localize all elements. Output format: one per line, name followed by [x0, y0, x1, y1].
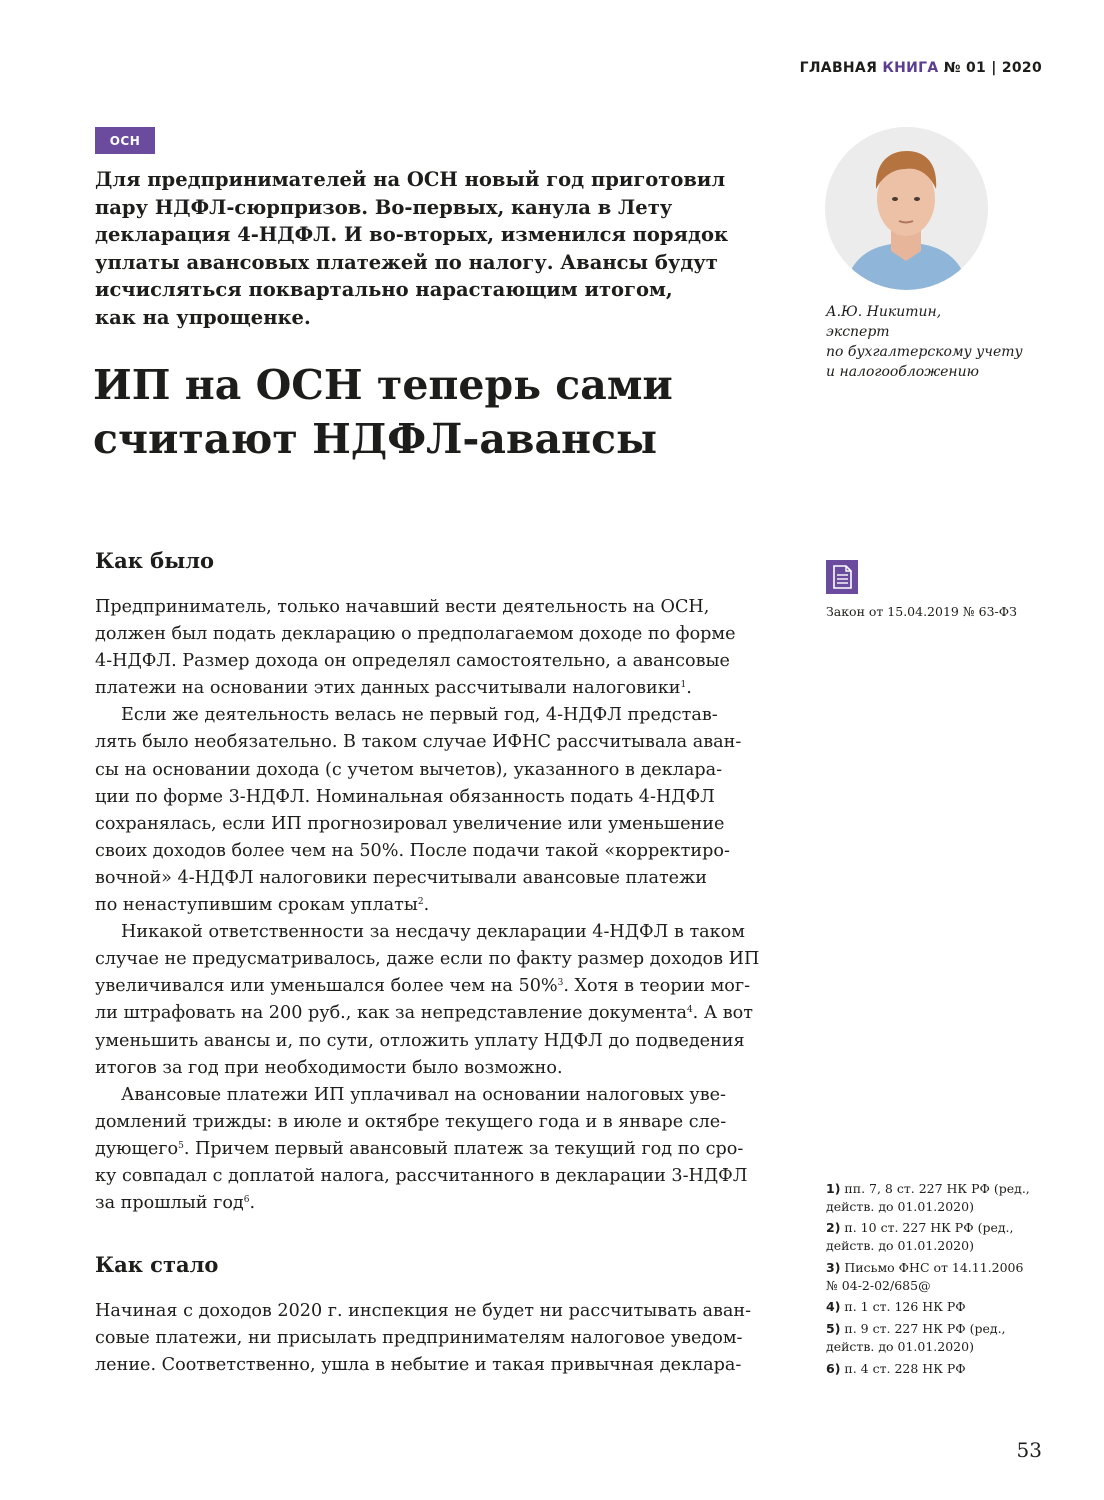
- author-role: и налогообложению: [826, 364, 979, 380]
- period: .: [423, 895, 430, 916]
- author-portrait-icon: [825, 127, 988, 290]
- author-photo: [825, 127, 988, 290]
- footnote-text: п. 4 ст. 228 НК РФ: [844, 1361, 966, 1376]
- brand-main: ГЛАВНАЯ: [799, 60, 878, 76]
- body-line: 4-НДФЛ. Размер дохода он определял самостоятельно, а авансовые: [95, 651, 730, 672]
- body-line: должен был подать декларацию о предполагаемом доходе по форме: [95, 624, 736, 645]
- period: .: [249, 1193, 256, 1214]
- body-line: сы на основании дохода (с учетом вычетов), указанного в деклара-: [95, 759, 723, 780]
- body-line: Предприниматель, только начавший вести деятельность на ОСН,: [95, 597, 710, 617]
- lead-line: пару НДФЛ-сюрпризов. Во-первых, канула в Лету: [95, 195, 673, 219]
- body-line: [95, 675, 785, 702]
- issue-number: № 01 | 2020: [943, 60, 1042, 76]
- lead-line: Для предпринимателей на ОСН новый год приготовил: [95, 168, 726, 191]
- body-line: [95, 1000, 785, 1027]
- body-line: [95, 973, 785, 1000]
- lead-line: декларация 4-НДФЛ. И во-вторых, изменился порядок: [95, 223, 729, 246]
- body-text: дующего: [95, 1138, 179, 1159]
- body-text: по ненаступившим срокам уплаты: [95, 895, 418, 916]
- body-line: итогов за год при необходимости было возможно.: [95, 1057, 563, 1078]
- section-body-after: [95, 1298, 785, 1379]
- body-line: уменьшить авансы и, по сути, отложить уплату НДФЛ до подведения: [95, 1030, 745, 1051]
- body-text: . Причем первый авансовый платеж за текущий год по сро-: [183, 1138, 744, 1159]
- body-line: своих доходов более чем на 50%. После подачи такой «корректиро-: [95, 840, 730, 861]
- footnote-ref[interactable]: 2: [417, 897, 424, 908]
- section-heading-before: Как было: [95, 548, 215, 573]
- body-text: увеличивался или уменьшался более чем на 50%: [95, 976, 558, 997]
- document-icon: [826, 560, 858, 594]
- author-caption: [826, 302, 1023, 382]
- page-number: 53: [1016, 1438, 1042, 1462]
- footnote-number: 1): [826, 1181, 841, 1196]
- footnote-number: 4): [826, 1299, 841, 1314]
- author-role: по бухгалтерскому учету: [826, 344, 1023, 360]
- footnote-text: пп. 7, 8 ст. 227 НК РФ (ред.,: [844, 1181, 1030, 1196]
- lead-paragraph: [95, 166, 775, 331]
- body-text: . А вот: [692, 1003, 754, 1024]
- footnote-text: п. 10 ст. 227 НК РФ (ред.,: [844, 1220, 1014, 1235]
- footnote-text: действ. до 01.01.2020): [826, 1238, 974, 1253]
- footnote-text: действ. до 01.01.2020): [826, 1199, 974, 1214]
- lead-line: исчисляться поквартально нарастающим итогом,: [95, 278, 673, 301]
- period: .: [686, 678, 692, 699]
- footnote-ref[interactable]: 3: [557, 978, 564, 989]
- section-heading-after: Как стало: [95, 1252, 219, 1277]
- masthead: [800, 60, 1042, 76]
- footnote-text: п. 9 ст. 227 НК РФ (ред.,: [844, 1321, 1006, 1336]
- footnote-number: 3): [826, 1260, 841, 1275]
- footnote-ref[interactable]: 1: [680, 680, 687, 691]
- footnote-item: [826, 1298, 1056, 1316]
- body-line: совые платежи, ни присылать предпринимателям налоговое уведом-: [95, 1328, 743, 1349]
- body-line: Авансовые платежи ИП уплачивал на основании налоговых уве-: [121, 1084, 726, 1105]
- law-reference: Закон от 15.04.2019 № 63-ФЗ: [826, 604, 1017, 619]
- footnote-ref[interactable]: 6: [243, 1195, 250, 1206]
- title-line: ИП на ОСН теперь сами: [93, 361, 673, 409]
- footnote-item: [826, 1259, 1056, 1295]
- body-text: ли штрафовать на 200 руб., как за непредставление документа: [95, 1003, 687, 1024]
- lead-line: уплаты авансовых платежей по налогу. Авансы будут: [95, 250, 718, 274]
- body-line: домлений трижды: в июле и октябре текущего года и в январе сле-: [95, 1111, 727, 1132]
- footnote-number: 2): [826, 1220, 841, 1235]
- body-line: Если же деятельность велась не первый год, 4-НДФЛ представ-: [121, 705, 718, 726]
- section-badge: ОСН: [95, 127, 155, 154]
- body-line: ции по форме 3-НДФЛ. Номинальная обязанность подать 4-НДФЛ: [95, 786, 715, 807]
- body-line: лять было необязательно. В таком случае ИФНС рассчитывала аван-: [95, 732, 742, 753]
- body-line: вочной» 4-НДФЛ налоговики пересчитывали авансовые платежи: [95, 867, 708, 888]
- footnote-text: п. 1 ст. 126 НК РФ: [844, 1299, 966, 1314]
- body-line: сохранялась, если ИП прогнозировал увеличение или уменьшение: [95, 813, 725, 834]
- footnote-item: [826, 1360, 1056, 1378]
- footnote-ref[interactable]: 4: [686, 1005, 693, 1016]
- footnote-text: № 04-2-02/685@: [826, 1278, 931, 1293]
- body-line: случае не предусматривалось, даже если по факту размер доходов ИП: [95, 949, 760, 970]
- section-body-before: [95, 594, 785, 1217]
- author-name: А.Ю. Никитин,: [826, 304, 942, 320]
- body-text: за прошлый год: [95, 1193, 244, 1214]
- title-line: считают НДФЛ-авансы: [93, 415, 658, 463]
- author-role: эксперт: [826, 324, 890, 340]
- footnote-item: [826, 1180, 1056, 1216]
- body-line: Начиная с доходов 2020 г. инспекция не будет ни рассчитывать аван-: [95, 1301, 752, 1321]
- body-text: . Хотя в теории мог-: [563, 976, 751, 997]
- body-text: платежи на основании этих данных рассчитывали налоговики: [95, 678, 681, 699]
- footnote-item: [826, 1320, 1056, 1356]
- body-line: [95, 892, 785, 919]
- footnote-number: 5): [826, 1321, 841, 1336]
- footnote-item: [826, 1219, 1056, 1255]
- brand-accent: КНИГА: [882, 60, 939, 76]
- body-line: ление. Соответственно, ушла в небытие и такая привычная деклара-: [95, 1355, 742, 1376]
- footnote-text: Письмо ФНС от 14.11.2006: [844, 1260, 1024, 1275]
- footnote-number: 6): [826, 1361, 841, 1376]
- body-line: ку совпадал с доплатой налога, рассчитанного в декларации 3-НДФЛ: [95, 1165, 748, 1186]
- article-title: [93, 358, 793, 466]
- lead-line: как на упрощенке.: [95, 305, 311, 329]
- body-line: [95, 1136, 785, 1163]
- footnote-ref[interactable]: 5: [178, 1140, 184, 1151]
- footnote-text: действ. до 01.01.2020): [826, 1339, 974, 1354]
- body-line: Никакой ответственности за несдачу декларации 4-НДФЛ в таком: [121, 922, 745, 943]
- body-line: [95, 1190, 785, 1217]
